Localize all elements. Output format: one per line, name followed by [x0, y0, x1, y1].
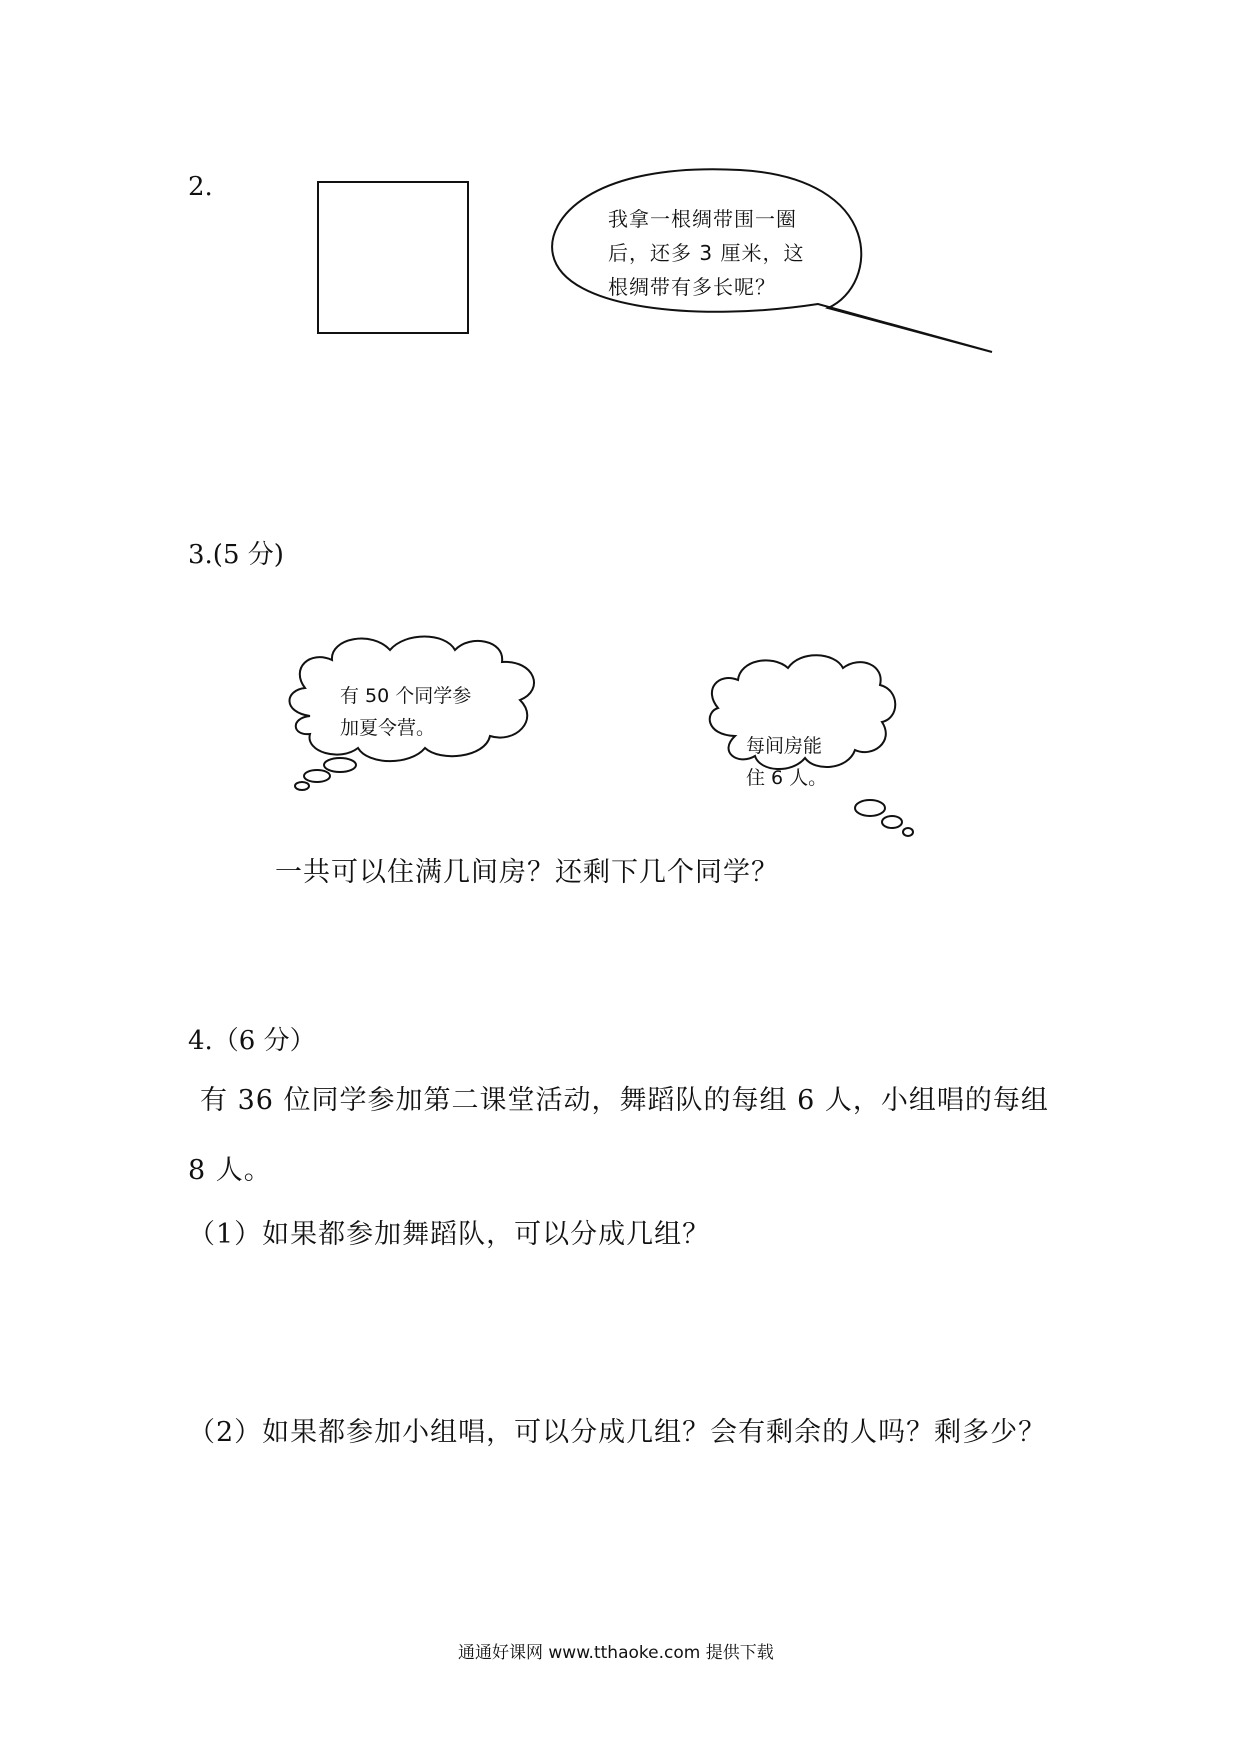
square-shape	[318, 182, 468, 333]
speech-line: 后，还多 3 厘米，这	[608, 241, 805, 265]
cloud-right-tail-2	[882, 816, 902, 828]
speech-line: 根绸带有多长呢？	[608, 275, 776, 299]
question-3-text: 一共可以住满几间房？还剩下几个同学？	[275, 857, 779, 888]
speech-bubble-text	[608, 202, 828, 304]
question-4-sub2: （2）如果都参加小组唱，可以分成几组？会有剩余的人吗？剩多少？	[188, 1417, 1047, 1448]
cloud-line: 每间房能	[746, 735, 823, 757]
cloud-right-tail-1	[855, 800, 885, 816]
footer-text: 通通好课网 www.tthaoke.com 提供下载	[458, 1643, 774, 1663]
speech-line: 我拿一根绸带围一圈	[608, 207, 797, 231]
cloud-right-tail-3	[903, 828, 913, 836]
question-4-intro-line2: 8 人。	[188, 1155, 272, 1186]
cloud-left-tail-3	[295, 782, 309, 790]
cloud-right-text	[746, 730, 856, 794]
cloud-line: 加夏令营。	[340, 717, 436, 739]
question-3-number: 3.(5 分)	[188, 540, 284, 570]
cloud-left-text	[340, 680, 500, 744]
cloud-left-tail-1	[324, 758, 356, 772]
cloud-line: 住 6 人。	[746, 767, 828, 789]
question-2-number: 2.	[188, 172, 213, 202]
cloud-line: 有 50 个同学参	[340, 685, 472, 707]
question-4-sub1: （1）如果都参加舞蹈队，可以分成几组？	[188, 1219, 711, 1250]
question-4-number: 4.（6 分）	[188, 1026, 316, 1056]
cloud-left-tail-2	[304, 770, 330, 782]
question-4-intro-line1: 有 36 位同学参加第二课堂活动，舞蹈队的每组 6 人，小组唱的每组	[200, 1085, 1049, 1116]
